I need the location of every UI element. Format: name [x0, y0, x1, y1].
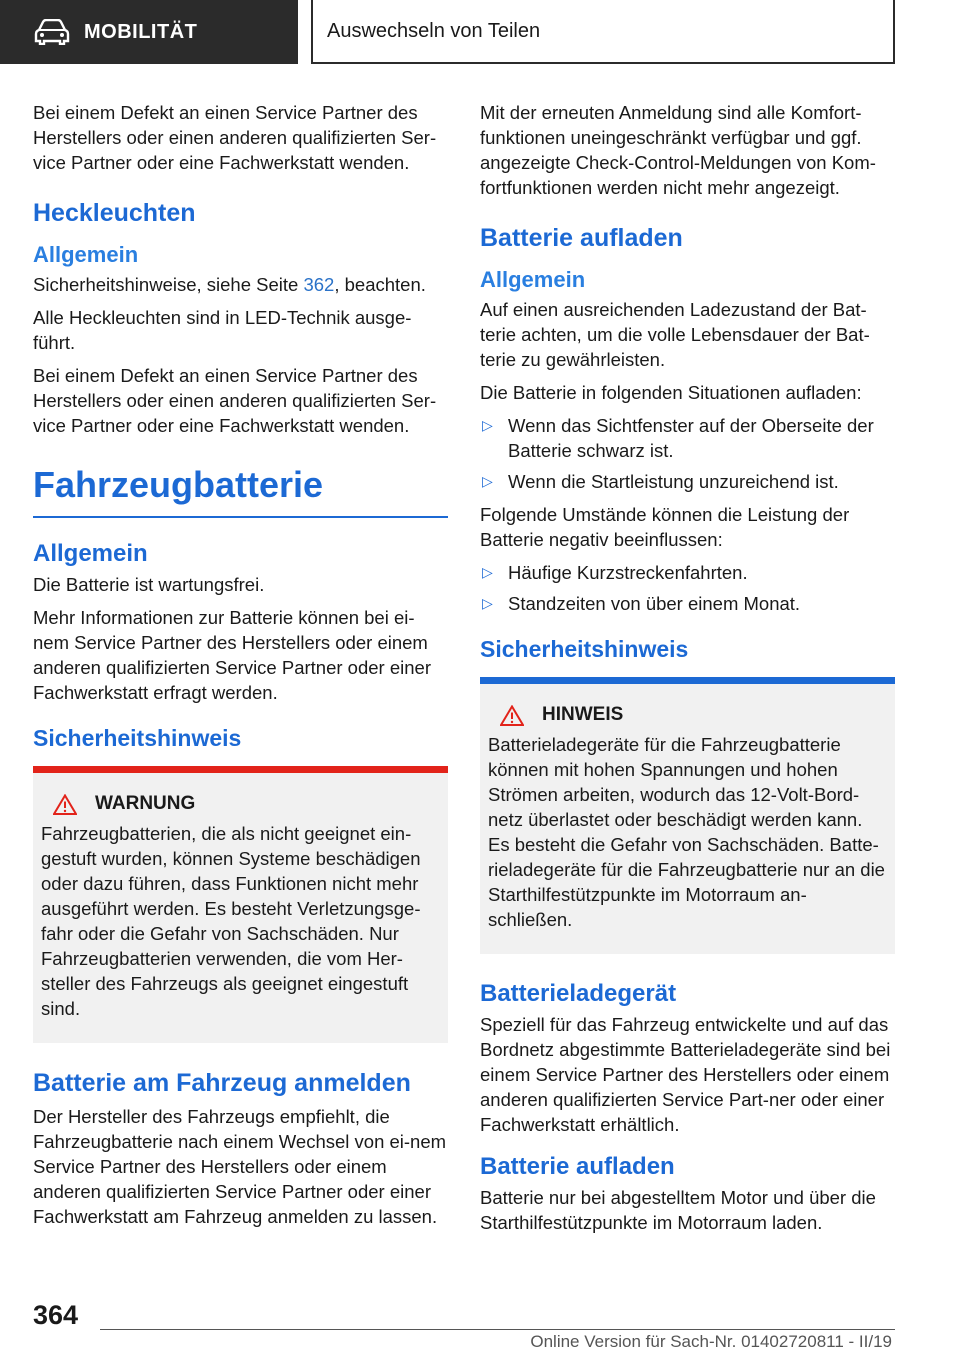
section-header: [0, 0, 298, 64]
left-column: [33, 100, 448, 1237]
page-number: 364: [33, 1300, 79, 1330]
heading-anmelden: Batterie am Fahrzeug anmelden: [33, 1069, 411, 1097]
heading-ladegeraet: Batterieladegerät: [480, 980, 677, 1007]
circumstances-paragraph: Folgende Umstände können die Leistung der Batterie negativ beeinflussen:: [480, 504, 850, 550]
warning-triangle-icon: [500, 705, 524, 726]
hint-text: Batterieladegeräte für die Fahrzeugbatterie können mit hohen Spannungen und hohen Strömen arbeiten, wodurch das 12-Volt-Bord-netz überlastet oder beschädigt werden kann. Es besteht die Gefahr von Sachschäden. Batte-rieladegeräte für die Fahrzeugbatterie nur an die Starthilfestützpunkte im Motorraum an-schließen.: [488, 734, 885, 930]
heading-sicherheitshinweis-right: Sicherheitshinweis: [480, 636, 689, 662]
triangle-right-icon: ▷: [482, 595, 493, 611]
warning-text: Fahrzeugbatterien, die als nicht geeignet ein-gestuft wurden, können Systeme beschädigen oder dazu führen, dass Funktionen nicht mehr ausgeführt werden. Es besteht Verletzungsge-fahr oder die Gefahr von Sachschäden. Nur Fahrzeugbatterien verwenden, die vom Her-steller des Fahrzeugs als geeignet eingestuft sind.: [41, 823, 421, 1019]
maintenance-paragraph: Die Batterie ist wartungsfrei.: [33, 574, 265, 595]
heading-heckleuchten: Heckleuchten: [33, 199, 196, 227]
footer-divider: [100, 1329, 895, 1330]
car-icon: [34, 19, 70, 45]
factors-list: [480, 560, 895, 616]
chapter-header: [311, 0, 895, 64]
heading-allgemein: Allgemein: [33, 242, 139, 267]
triangle-right-icon: ▷: [482, 564, 493, 580]
anmelden-paragraph: Der Hersteller des Fahrzeugs empfiehlt, die Fahrzeugbatterie nach einem Wechsel von ei-nem Service Partner des Herstellers oder einem anderen qualifizierten Service Partner oder einer Fachwerkstatt am Fahrzeug anmelden zu lassen.: [33, 1106, 447, 1227]
aufladen-sub-paragraph: Batterie nur bei abgestelltem Motor und über die Starthilfestützpunkte im Motorraum laden.: [480, 1187, 876, 1233]
heading-fahrzeugbatterie: Fahrzeugbatterie: [33, 464, 448, 518]
led-paragraph: Alle Heckleuchten sind in LED-Technik ausge-führt.: [33, 307, 412, 353]
list-item: ▷ Wenn die Startleistung unzureichend ist.: [482, 471, 839, 492]
hint-box: [480, 677, 895, 954]
defect-paragraph: Bei einem Defekt an einen Service Partner des Herstellers oder einen anderen qualifizierten Ser-vice Partner oder eine Fachwerkstatt wenden.: [33, 365, 437, 436]
safety-ref-prefix: Sicherheitshinweise, siehe Seite: [33, 274, 304, 295]
heading-aufladen-sub: Batterie aufladen: [480, 1153, 675, 1180]
reregister-paragraph: Mit der erneuten Anmeldung sind alle Komfort-funktionen uneingeschränkt verfügbar und ggf. angezeigte Check-Control-Meldungen von Kom-fortfunktionen werden nicht mehr angezeigt.: [480, 102, 876, 198]
heading-allgemein-battery: Allgemein: [33, 540, 148, 567]
warning-box: [33, 766, 448, 1043]
warning-triangle-icon: [53, 794, 77, 815]
hint-label: HINWEIS: [542, 704, 624, 725]
hint-header: [488, 704, 887, 726]
heading-allgemein-charge: Allgemein: [480, 267, 586, 292]
right-column: [480, 100, 895, 1243]
page-link[interactable]: 362: [303, 274, 335, 295]
section-label: MOBILITÄT: [84, 20, 198, 43]
footer-version: Online Version für Sach-Nr. 01402720811 - II/19: [530, 1332, 892, 1351]
triangle-right-icon: ▷: [482, 473, 493, 489]
heading-batterie-aufladen: Batterie aufladen: [480, 224, 683, 252]
list-item: ▷ Häufige Kurzstreckenfahrten.: [482, 562, 748, 583]
warning-label: WARNUNG: [95, 793, 196, 814]
list-item: ▷ Standzeiten von über einem Monat.: [482, 593, 801, 614]
safety-ref-suffix: , beachten.: [334, 274, 426, 295]
heading-sicherheitshinweis: Sicherheitshinweis: [33, 725, 242, 751]
charge-state-paragraph: Auf einen ausreichenden Ladezustand der Bat-terie achten, um die volle Lebensdauer der Bat-terie zu gewährleisten.: [480, 299, 870, 370]
warning-header: [41, 793, 440, 815]
charge-situations-paragraph: Die Batterie in folgenden Situationen aufladen:: [480, 382, 862, 403]
triangle-right-icon: ▷: [482, 417, 493, 433]
safety-reference: [33, 272, 448, 297]
ladegeraet-paragraph: Speziell für das Fahrzeug entwickelte und auf das Bordnetz abgestimmte Batterieladegeräte sind bei einem Service Partner des Herstellers oder einem anderen qualifizierten Service Part-ner oder einer Fachwerkstatt erhältlich.: [480, 1014, 891, 1135]
intro-paragraph: Bei einem Defekt an einen Service Partner des Herstellers oder einen anderen qualifizierten Ser-vice Partner oder eine Fachwerkstatt wenden.: [33, 102, 437, 173]
list-item: ▷ Wenn das Sichtfenster auf der Oberseite der Batterie schwarz ist.: [482, 415, 874, 461]
chapter-title: Auswechseln von Teilen: [327, 19, 541, 42]
situations-list: [480, 413, 895, 494]
more-info-paragraph: Mehr Informationen zur Batterie können bei ei-nem Service Partner des Herstellers oder einem anderen qualifizierten Service Partner oder einer Fachwerkstatt erfragt werden.: [33, 607, 431, 703]
